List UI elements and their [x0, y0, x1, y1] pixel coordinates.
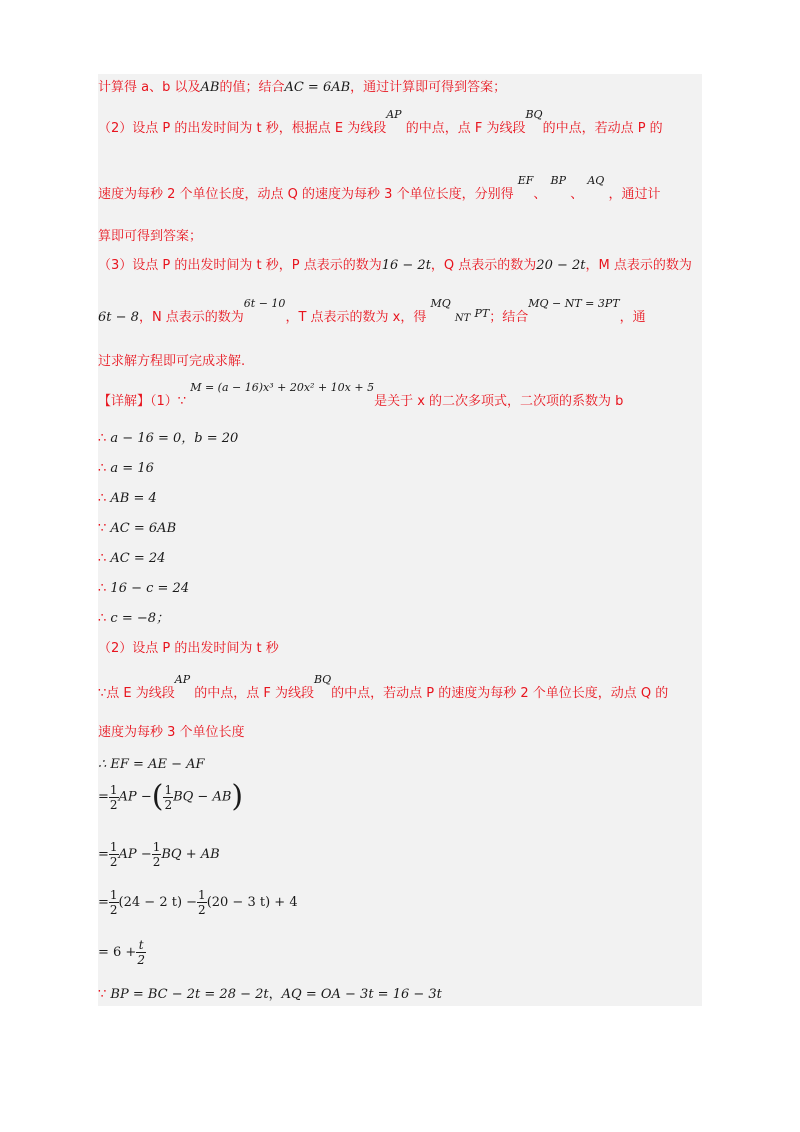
math-expr: AP − [118, 789, 152, 805]
line3-text-a: 速度为每秒 2 个单位长度，动点 Q 的速度为每秒 3 个单位长度，分别得 [98, 187, 514, 202]
detail-line [98, 381, 624, 411]
step-expr: a − 16 = 0，b = 20 [110, 431, 239, 446]
step-expr: 16 − c = 24 [110, 581, 190, 596]
fraction-t-half: $\frac{t}{2}$ [137, 938, 145, 967]
line5-text-a: （3）设点 P 的出发时间为 t 秒，P 点表示的数为 [98, 258, 382, 273]
step-line: ∴ a − 16 = 0，b = 20 [98, 431, 239, 446]
text-line-7 [98, 353, 245, 371]
step-expr: c = −8； [110, 611, 170, 626]
step-line: ∴ AC = 24 [98, 551, 166, 566]
math-ap: AP [386, 108, 402, 121]
math-ef: EF [517, 174, 534, 187]
math-expr: BQ + AB [161, 847, 220, 862]
math-nt: NT [454, 313, 471, 324]
math-bq: BQ [314, 673, 332, 686]
math-aq: AQ [587, 174, 605, 187]
calc-row-1: = $\frac{1}{2}$ AP −( $\frac{1}{2}$ BQ − AB) [98, 779, 244, 814]
step-line: ∴ a = 16 [98, 461, 154, 476]
line5-text-c: ，M 点表示的数为 [585, 258, 692, 273]
step-expr: AC = 24 [110, 551, 166, 566]
math-expr: = 6 + [98, 945, 137, 960]
step-expr: a = 16 [110, 461, 154, 476]
line3-sep-1: 、 [533, 187, 547, 202]
math-aq-eq: AQ = OA − 3t = 16 − 3t [281, 987, 442, 1002]
math-mq-nt-eq: MQ − NT = 3PT [528, 297, 620, 310]
math-expr: (24 − 2 t) − [118, 895, 198, 910]
fraction-half: $\frac{1}{2}$ [152, 840, 161, 869]
math-bp-eq: BP = BC − 2t = 28 − 2t [110, 987, 269, 1002]
step-line: ∵ AC = 6AB [98, 521, 177, 536]
fraction-half: $\frac{1}{2}$ [109, 782, 118, 812]
fraction-half: $\frac{1}{2}$ [109, 840, 118, 869]
math-m-number: 6t − 8 [98, 310, 139, 325]
math-n-number: 6t − 10 [243, 297, 286, 310]
line7-text: 过求解方程即可完成求解. [98, 354, 246, 369]
line2-text-c: 的中点，若动点 P 的 [542, 121, 663, 136]
line1-text-c: ，通过计算即可得到答案； [350, 80, 507, 95]
line2-text-a: （2）设点 P 的出发时间为 t 秒，根据点 E 为线段 [98, 121, 387, 136]
bp-aq-line: ∵ BP = BC − 2t = 28 − 2t，AQ = OA − 3t = 16 − 3t [98, 987, 442, 1002]
math-pt: PT [474, 307, 490, 320]
line2-text-b: 的中点，点 F 为线段 [405, 121, 526, 136]
text-line-4 [98, 228, 202, 246]
part2-text-a: ∵点 E 为线段 [98, 686, 175, 701]
part2-line-3 [98, 724, 245, 742]
math-ac-eq: AC = 6AB [284, 80, 351, 95]
line5-text-b: ，Q 点表示的数为 [430, 258, 537, 273]
text-line-3 [98, 174, 661, 204]
part2-heading [98, 640, 279, 658]
math-q-number: 20 − 2t [536, 258, 586, 273]
step-line: ∴ 16 − c = 24 [98, 581, 190, 596]
part2-title: （2）设点 P 的出发时间为 t 秒 [98, 641, 279, 656]
math-polynomial-m: M = (a − 16)x³ + 20x² + 10x + 5 [190, 381, 375, 394]
part2-ef-line [98, 756, 205, 774]
line6-text-a: ，N 点表示的数为 [138, 310, 244, 325]
fraction-half: $\frac{1}{2}$ [198, 888, 206, 917]
math-expr: (20 − 3 t) + 4 [206, 895, 298, 910]
math-ap: AP [174, 673, 191, 686]
part2-text-d: 速度为每秒 3 个单位长度 [98, 725, 245, 740]
math-p-number: 16 − 2t [381, 258, 431, 273]
math-bp: BP [550, 174, 567, 187]
math-bq: BQ [525, 108, 543, 121]
fraction-half: $\frac{1}{2}$ [164, 782, 173, 812]
line4-text: 算即可得到答案； [98, 229, 203, 244]
step-line: ∴ c = −8； [98, 611, 170, 626]
detail-heading: 【详解】（1）∵ [98, 394, 187, 409]
calc-row-4 [98, 938, 146, 967]
line1-text-a: 计算得 a、b 以及 [98, 80, 201, 95]
line1-text-b: 的值；结合 [219, 80, 285, 95]
line6-text-c: ；结合 [489, 310, 529, 325]
text-line-2 [98, 108, 663, 138]
part2-text-c: 的中点，若动点 P 的速度为每秒 2 个单位长度，动点 Q 的 [331, 686, 669, 701]
text-line-1 [98, 79, 506, 97]
math-ef-eq: ∴ EF = AE − AF [98, 757, 205, 772]
text-line-5 [98, 257, 692, 275]
math-expr: AP − [118, 847, 152, 862]
fraction-half: $\frac{1}{2}$ [109, 888, 118, 917]
step-line: ∴ AB = 4 [98, 491, 157, 506]
step-expr: AC = 6AB [110, 521, 177, 536]
calc-row-2: = $\frac{1}{2}$ AP − $\frac{1}{2}$ BQ + AB [98, 840, 220, 869]
calc-row-3: = $\frac{1}{2}$ (24 − 2 t) − $\frac{1}{2}$ (20 − 3 t) + 4 [98, 888, 298, 917]
line6-text-d: ，通 [619, 310, 646, 325]
detail-text: 是关于 x 的二次多项式，二次项的系数为 b [374, 394, 624, 409]
part2-text-b: 的中点，点 F 为线段 [194, 686, 314, 701]
text-line-6 [98, 297, 646, 328]
math-ab: AB [200, 80, 220, 95]
part2-line-2 [98, 673, 669, 703]
line6-text-b: ，T 点表示的数为 x，得 [285, 310, 427, 325]
step-expr: AB = 4 [110, 491, 157, 506]
math-mq: MQ [430, 297, 451, 310]
line3-text-b: ，通过计 [608, 187, 661, 202]
line3-sep-2: 、 [570, 187, 584, 202]
math-expr: BQ − AB [173, 789, 232, 805]
